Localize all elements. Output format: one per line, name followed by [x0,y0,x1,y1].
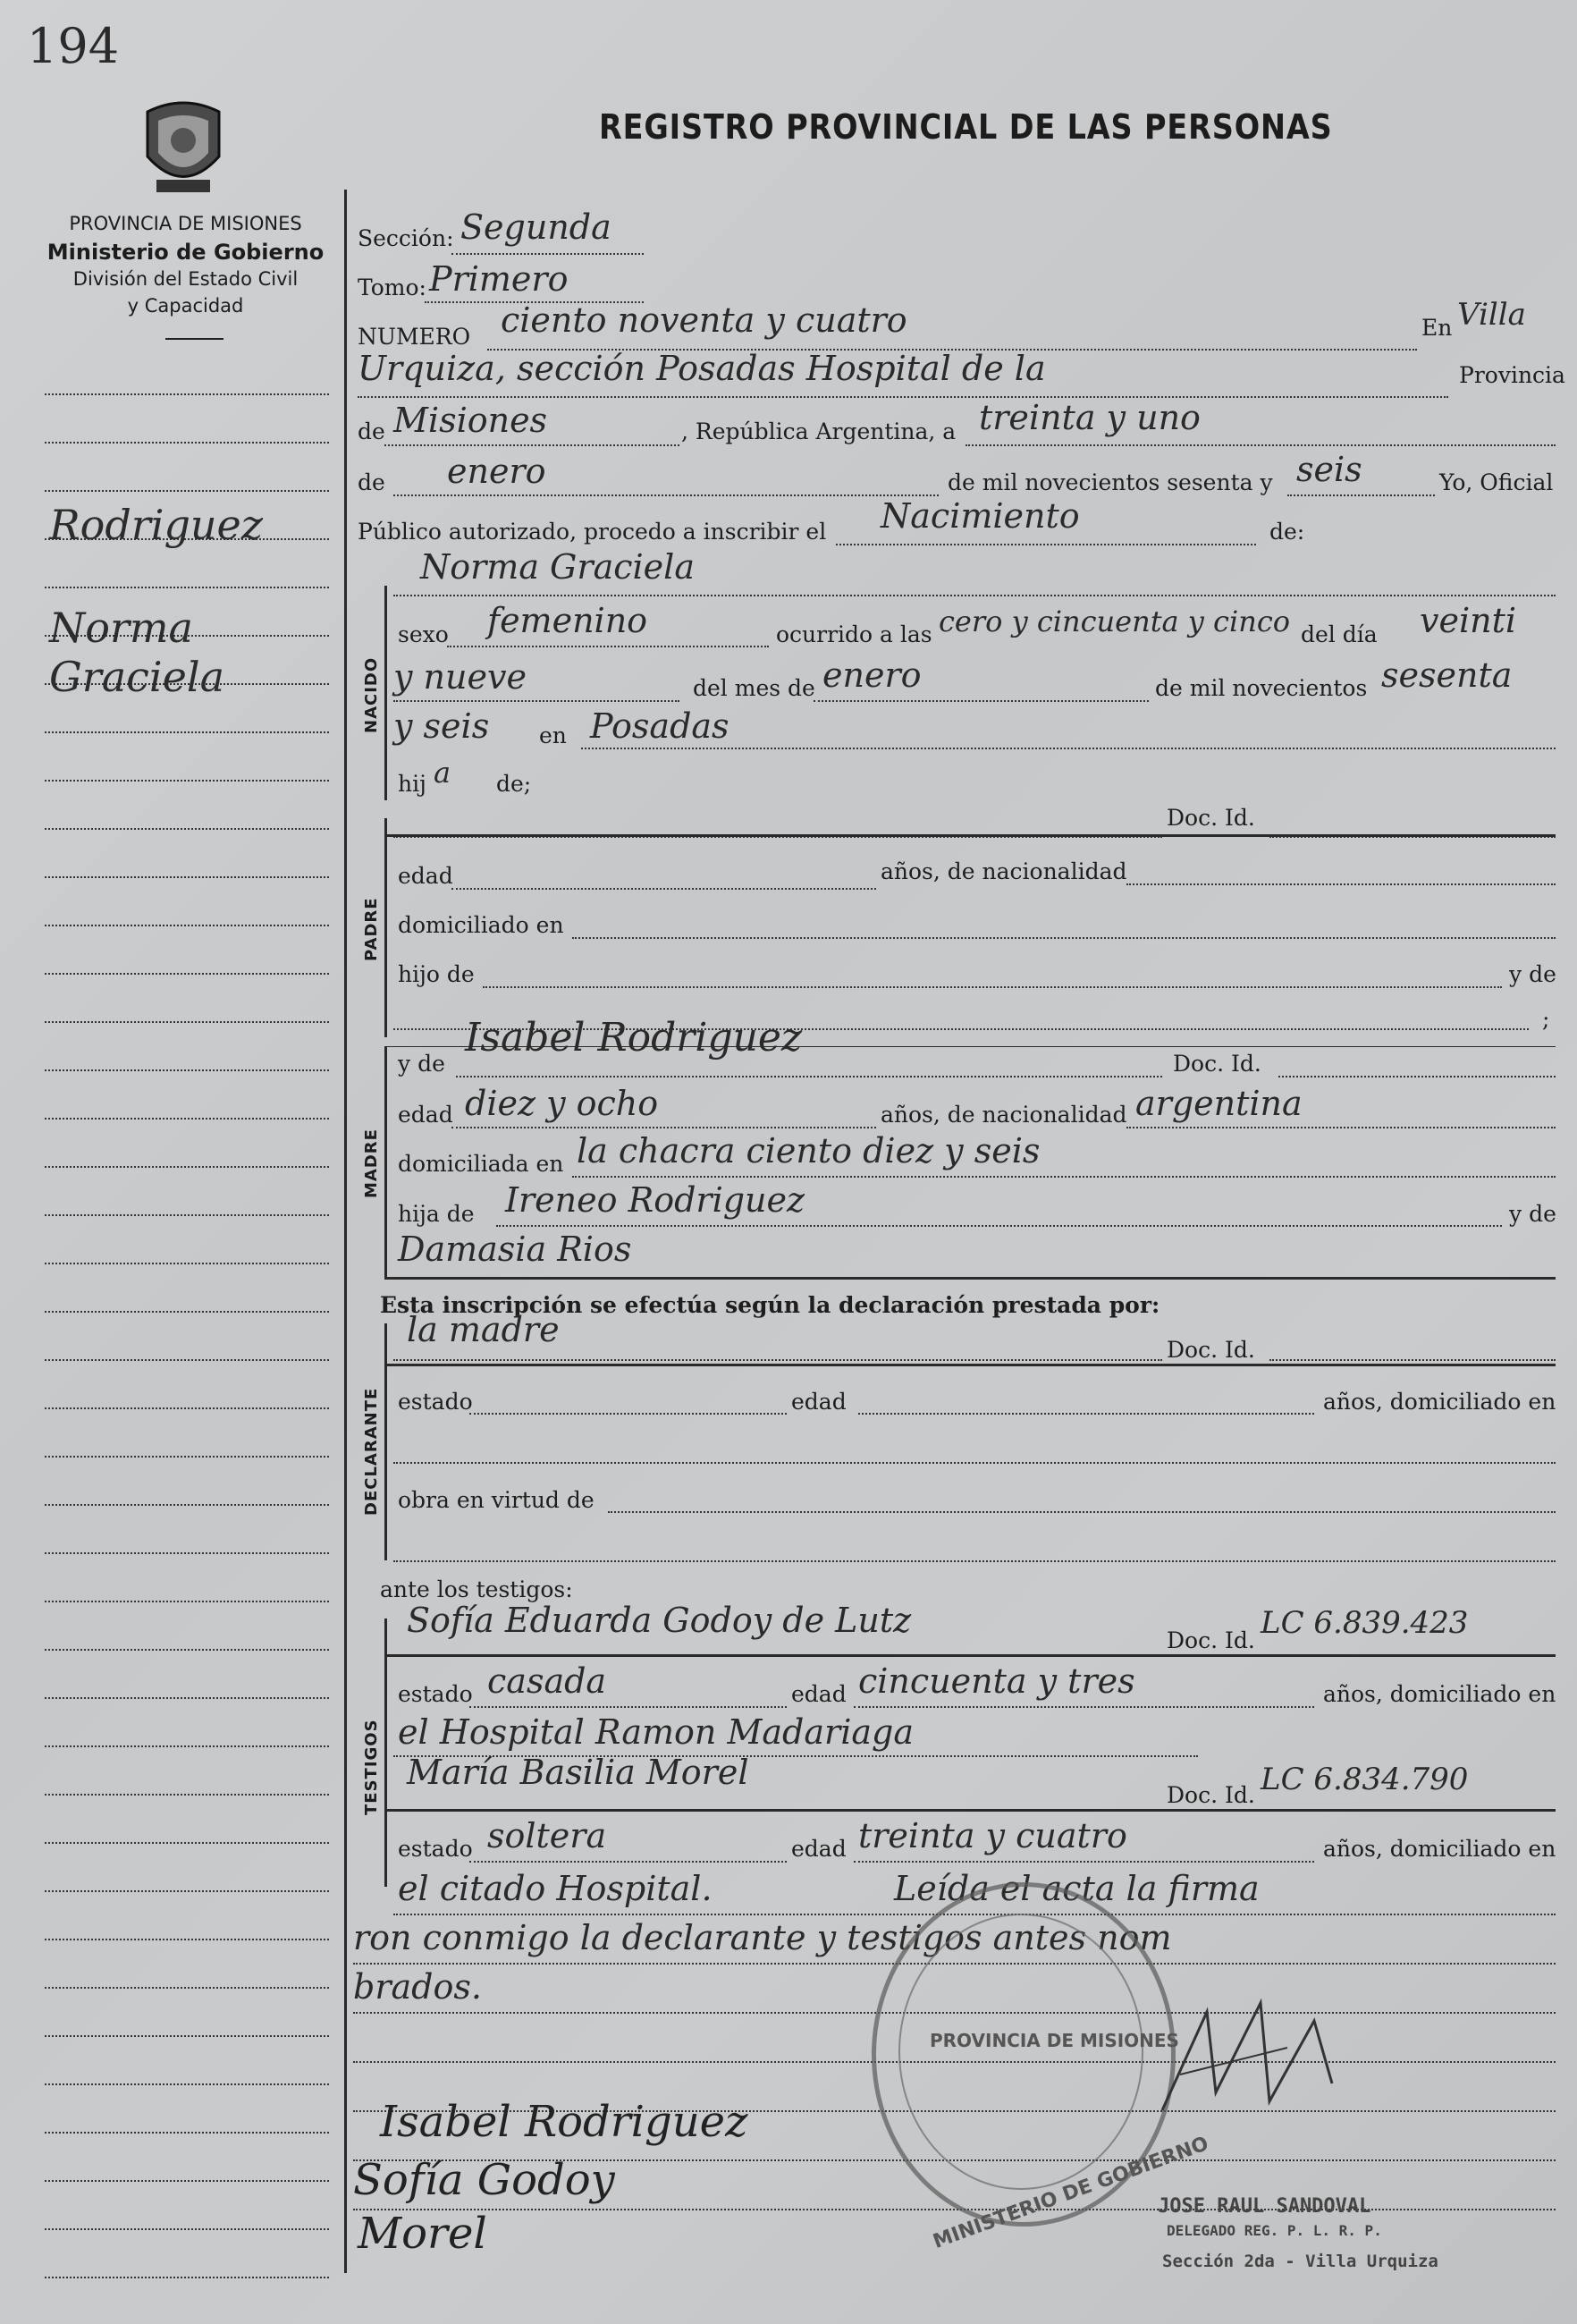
testigo2-separator [384,1809,1556,1812]
hora-value: cero y cincuenta y cinco [939,604,1290,638]
acto-line [836,544,1256,545]
madre-domicilio-line [572,1176,1556,1178]
hijo-label: hij [398,771,426,797]
declarante-estado-label: estado [398,1389,473,1415]
org-division: División del Estado Civil [72,268,299,290]
margin-line [45,442,329,444]
anio-label: de mil novecientos sesenta y [948,469,1273,495]
en-nacido-label: en [539,723,567,748]
madre-bracket [384,1046,387,1279]
registry-title: REGISTRO PROVINCIAL DE LAS PERSONAS [599,107,1333,147]
official-signature-scribble-icon [1153,1994,1350,2119]
madre-doc-line [1278,1076,1556,1077]
mes-nacido-value: enero [822,655,922,695]
margin-given-name-2: Graciela [49,653,224,701]
sexo-label: sexo [398,621,449,647]
margin-line [45,1504,329,1506]
madre-yde-label: y de [398,1051,445,1077]
margin-line [45,1166,329,1168]
margin-line [45,1021,329,1023]
testigo1-estado-line [469,1706,787,1708]
place-value: Urquiza, sección Posadas Hospital de la [358,349,1046,388]
madre-edad-line [451,1127,876,1128]
nacido-doc-label: Doc. Id. [1167,805,1255,831]
margin-line [45,1745,329,1747]
numero-value: ciento noventa y cuatro [501,300,907,340]
testigo2-nombre: María Basilia Morel [407,1753,749,1792]
lugar-value: Posadas [590,706,729,746]
declarante-estado-line [469,1413,787,1415]
tomo-value: Primero [429,259,569,299]
place-line [358,396,1448,398]
margin-line [45,925,329,926]
official-stamp-inner [898,1914,1143,2190]
acto-value: Nacimiento [881,496,1080,536]
margin-line [45,1118,329,1120]
obra-line-2 [393,1560,1556,1562]
dia-line [966,444,1556,446]
mes-line [393,494,939,496]
padre-bracket [384,818,387,1037]
margin-line [45,1794,329,1796]
margin-line [45,2228,329,2230]
closing-line-2: ron conmigo la declarante y testigos antes nom [353,1918,1172,1957]
obra-label: obra en virtud de [398,1487,595,1513]
mes-de-label: de [358,469,385,495]
margin-line [45,780,329,782]
margin-line [45,2180,329,2182]
seccion-value: Segunda [460,207,611,247]
testigo2-doc: LC 6.834.790 [1261,1762,1469,1797]
stamp-ring-text: MINISTERIO DE GOBIERNO [930,2133,1212,2253]
provincia-de-label: de [358,418,385,444]
testigo2-estado: soltera [487,1816,607,1855]
margin-line [45,828,329,830]
official-name: JOSE RAUL SANDOVAL [1158,2195,1371,2218]
provincial-crest-icon [130,94,237,201]
madre-hija-label: hija de [398,1201,475,1227]
anio-nacido-value: sesenta [1381,655,1513,695]
margin-line [45,1601,329,1602]
dia-nacido-value: veinti [1420,601,1517,640]
madre-nacionalidad: argentina [1135,1084,1303,1123]
testigo2-edad-label: edad [791,1836,847,1862]
newborn-name: Norma Graciela [420,547,695,587]
signature-madre: Isabel Rodriguez [380,2097,748,2147]
obra-line [608,1511,1556,1513]
testigos-intro: ante los testigos: [380,1576,573,1602]
madre-yde2-label: y de [1509,1201,1556,1227]
de-colon-label: de: [1269,519,1305,545]
margin-line [45,973,329,975]
margin-line [45,1697,329,1699]
padre-hijo-line [483,986,1502,988]
madre-nombre-line [456,1076,1162,1077]
margin-line [45,876,329,878]
declarante-anos-label: años, domiciliado en [1323,1389,1556,1415]
testigo1-domicilio: el Hospital Ramon Madariaga [398,1712,914,1752]
nacido-side-label: NACIDO [362,656,381,733]
oficial-label: Yo, Oficial [1439,469,1554,495]
testigo2-domicilio: el citado Hospital. [398,1869,713,1908]
dia-nacido-value-2: y nueve [393,657,527,697]
margin-line [45,731,329,733]
testigos-side-label: TESTIGOS [362,1719,381,1815]
madre-nombre: Isabel Rodriguez [465,1015,803,1061]
declarante-doc-line [1269,1359,1556,1361]
margin-line [45,1552,329,1554]
margin-line [45,2035,329,2037]
header-rule [165,338,223,340]
testigo1-separator [384,1654,1556,1657]
margin-line [45,1456,329,1458]
mes-value: enero [447,452,546,491]
anio-nacido-value-2: y seis [393,706,490,746]
padre-domicilio-label: domiciliado en [398,912,564,938]
anio-line [1287,494,1435,496]
sexo-value: femenino [487,601,648,640]
signature-testigo-2: Morel [358,2209,487,2259]
margin-line [45,1263,329,1264]
padre-semicolon: ; [1542,1006,1550,1032]
mes-nacido-line [814,700,1149,702]
ocurrido-label: ocurrido a las [776,621,932,647]
madre-edad-value: diez y ocho [465,1084,659,1123]
testigo2-doc-label: Doc. Id. [1167,1782,1255,1808]
margin-line [45,1987,329,1989]
testigo1-edad: cincuenta y tres [858,1661,1135,1701]
sexo-line [447,646,769,647]
margin-line [45,587,329,588]
margin-line [45,2083,329,2085]
padre-yde-label: y de [1509,961,1556,987]
padre-domicilio-line [572,937,1556,939]
madre-side-label: MADRE [362,1128,381,1198]
nacido-separator [384,834,1556,837]
padre-side-label: PADRE [362,897,381,961]
hijo-suffix: a [434,756,451,790]
margin-line [45,1890,329,1892]
name-line [393,595,1556,596]
provincia-line [384,444,679,446]
testigo2-estado-line [469,1861,787,1863]
margin-line [45,490,329,492]
padre-hijo-label: hijo de [398,961,475,987]
margin-line [45,2277,329,2278]
declaracion-intro: Esta inscripción se efectúa según la declaración prestada por: [380,1292,1160,1318]
testigo2-edad-line [854,1861,1314,1863]
margin-line [45,1939,329,1940]
declarante-doc-label: Doc. Id. [1167,1337,1255,1363]
dia-value: treinta y uno [979,398,1201,437]
org-ministry: Ministerio de Gobierno [46,240,325,265]
tomo-label: Tomo: [358,275,426,300]
en-label: En [1421,315,1453,341]
madre-hija-line [496,1225,1502,1227]
declarante-separator [384,1364,1556,1366]
margin-given-name-1: Norma [49,604,193,652]
madre-domicilio-label: domiciliada en [398,1151,564,1177]
anio-value: seis [1296,450,1362,489]
provincia-value: Misiones [393,401,548,440]
margin-line [45,1311,329,1313]
dia-nacido-line [393,700,679,702]
padre-anos-label: años, de nacionalidad [881,858,1127,884]
margin-divider [344,190,347,2273]
margin-line [45,1214,329,1216]
deldia-label: del día [1301,621,1378,647]
madre-separator [384,1277,1556,1280]
lugar-line [581,748,1556,749]
testigo1-estado: casada [487,1661,607,1701]
numero-label: NUMERO [358,324,471,350]
declarante-domicilio-line [393,1462,1556,1464]
testigo1-nombre: Sofía Eduarda Godoy de Lutz [407,1601,912,1640]
margin-line [45,1069,329,1071]
seccion-line [451,253,644,255]
testigo2-edad: treinta y cuatro [858,1816,1127,1855]
signature-testigo-1: Sofía Godoy [353,2155,615,2205]
declarante-bracket [384,1323,387,1560]
official-seccion: Sección 2da - Villa Urquiza [1162,2252,1438,2271]
padre-edad-line [451,888,876,890]
testigo2-estado-label: estado [398,1836,473,1862]
declarante-edad-label: edad [791,1389,847,1415]
testigo1-estado-label: estado [398,1681,473,1707]
org-province: PROVINCIA DE MISIONES [69,213,302,234]
margin-line [45,1649,329,1651]
madre-madre: Damasia Rios [398,1230,632,1269]
provincia-label: Provincia [1459,362,1565,388]
declarante-nombre-line [393,1359,1162,1361]
official-role: DELEGADO REG. P. L. R. P. [1167,2222,1382,2239]
testigo1-anos-label: años, domiciliado en [1323,1681,1556,1707]
hijo-de-label: de; [496,771,532,797]
margin-line [45,2132,329,2134]
testigo2-anos-label: años, domiciliado en [1323,1836,1556,1862]
margin-surname: Rodriguez [49,501,264,549]
padre-nac-line [1126,883,1556,885]
testigo1-edad-line [854,1706,1314,1708]
page-number: 194 [27,18,120,74]
margin-line [45,1359,329,1361]
closing-line-1: Leída el acta la firma [894,1869,1260,1908]
seccion-label: Sección: [358,225,454,251]
testigo1-doc: LC 6.839.423 [1261,1605,1469,1641]
publico-label: Público autorizado, procedo a inscribir el [358,519,827,545]
madre-anos-label: años, de nacionalidad [881,1102,1127,1128]
testigos-bracket [384,1618,387,1887]
milnov-label: de mil novecientos [1155,675,1368,701]
madre-domicilio: la chacra ciento diez y seis [577,1131,1041,1170]
madre-padre: Ireneo Rodriguez [505,1180,805,1220]
blank-line [353,2209,1556,2210]
delmes-label: del mes de [693,675,815,701]
testigo1-doc-label: Doc. Id. [1167,1627,1255,1653]
declarante-edad-line [858,1413,1314,1415]
en-value: Villa [1457,297,1526,333]
org-capacity: y Capacidad [127,295,244,317]
closing-line-3: brados. [353,1967,482,2007]
madre-nac-line [1126,1127,1556,1128]
declarante-nombre: la madre [407,1310,560,1349]
nacido-bracket [384,586,387,800]
margin-line [45,1842,329,1844]
madre-doc-label: Doc. Id. [1173,1051,1261,1077]
padre-edad-label: edad [398,863,453,889]
margin-line [45,393,329,395]
testigo1-edad-label: edad [791,1681,847,1707]
margin-line [45,1407,329,1409]
stamp-inner-text: PROVINCIA DE MISIONES [930,2030,1179,2051]
republica-label: , República Argentina, a [681,418,957,444]
declarante-side-label: DECLARANTE [362,1387,381,1516]
madre-edad-label: edad [398,1102,453,1128]
